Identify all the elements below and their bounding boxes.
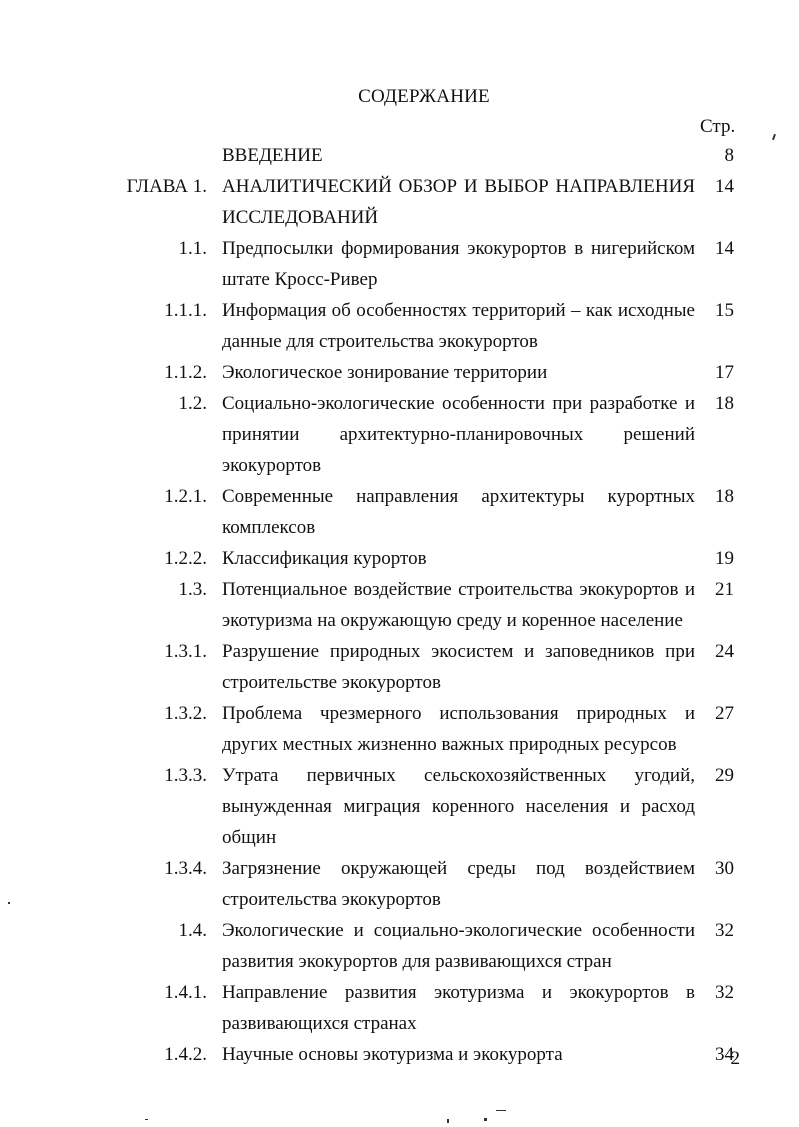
toc-entry [0, 977, 799, 1039]
toc-entry-title: Утрата первичных сельскохозяйственных угодий, вынужденная миграция коренного населения и расход общин [222, 765, 695, 848]
toc-entry [0, 481, 799, 543]
toc-entry-page: 19 [715, 548, 734, 569]
toc-entry [0, 388, 799, 481]
toc-entry-number: 1.4.2. [164, 1044, 207, 1065]
toc-entry-title: Информация об особенностях территорий – как исходные данные для строительства экокурортов [222, 300, 695, 352]
toc-entry-page: 17 [715, 362, 734, 383]
toc-entry-page: 32 [715, 982, 734, 1003]
toc-entry [0, 1039, 799, 1070]
toc-entry-page: 24 [715, 641, 734, 662]
toc-entry-number: 1.2. [178, 393, 207, 414]
toc-entry [0, 140, 799, 171]
toc-entry-page: 14 [715, 176, 734, 197]
toc-entry-page: 29 [715, 765, 734, 786]
toc-entry-page: 18 [715, 393, 734, 414]
toc-entry-number: ГЛАВА 1. [126, 176, 207, 197]
page-title: СОДЕРЖАНИЕ [358, 86, 490, 107]
toc-entry-number: 1.3.4. [164, 858, 207, 879]
toc-entry-title: Разрушение природных экосистем и заповедников при строительстве экокурортов [222, 641, 695, 693]
toc-entry-page: 15 [715, 300, 734, 321]
toc-entry [0, 853, 799, 915]
scan-speck [8, 902, 10, 904]
toc-entry-page: 30 [715, 858, 734, 879]
toc-entry-number: 1.3.3. [164, 765, 207, 786]
toc-entry-title: Экологическое зонирование территории [222, 362, 548, 383]
toc-entry-number: 1.2.1. [164, 486, 207, 507]
toc-entry [0, 357, 799, 388]
toc-entry [0, 574, 799, 636]
toc-entry-title: Загрязнение окружающей среды под воздействием строительства экокурортов [222, 858, 695, 910]
scan-speck [484, 1118, 487, 1121]
toc-entry-title: Направление развития экотуризма и экокурортов в развивающихся странах [222, 982, 695, 1034]
toc-entry-page: 8 [724, 145, 734, 166]
scan-speck [145, 1119, 148, 1120]
toc-entry [0, 233, 799, 295]
toc-entry-title: Научные основы экотуризма и экокурорта [222, 1044, 563, 1065]
toc-entry-number: 1.4. [178, 920, 207, 941]
toc-entry [0, 698, 799, 760]
toc-entry-title: АНАЛИТИЧЕСКИЙ ОБЗОР И ВЫБОР НАПРАВЛЕНИЯ ИССЛЕДОВАНИЙ [222, 176, 695, 228]
toc-entry-title: Современные направления архитектуры курортных комплексов [222, 486, 695, 538]
toc-entry-page: 18 [715, 486, 734, 507]
toc-entry-number: 1.3.1. [164, 641, 207, 662]
scan-speck [496, 1110, 506, 1111]
toc-entry-title: Проблема чрезмерного использования природных и других местных жизненно важных природных ресурсов [222, 703, 695, 755]
toc-entry [0, 636, 799, 698]
page-number: 2 [730, 1048, 740, 1069]
toc-entry-number: 1.3. [178, 579, 207, 600]
toc-entry [0, 171, 799, 233]
toc-entry-number: 1.3.2. [164, 703, 207, 724]
toc-entry-title: Потенциальное воздействие строительства экокурортов и экотуризма на окружающую среду и коренное население [222, 579, 695, 631]
toc-entry [0, 915, 799, 977]
toc-entry-title: Социально-экологические особенности при разработке и принятии архитектурно-планировочных решений экокурортов [222, 393, 695, 476]
toc-entry-page: 21 [715, 579, 734, 600]
toc-entry-page: 14 [715, 238, 734, 259]
toc-entry [0, 295, 799, 357]
toc-entry-number: 1.1. [178, 238, 207, 259]
toc-entry [0, 543, 799, 574]
scan-speck [447, 1119, 449, 1123]
page-column-header: Стр. [700, 116, 736, 137]
table-of-contents [0, 140, 799, 1070]
toc-entry-title: ВВЕДЕНИЕ [222, 145, 323, 166]
toc-entry-page: 27 [715, 703, 734, 724]
toc-entry-title: Предпосылки формирования экокурортов в нигерийском штате Кросс-Ривер [222, 238, 695, 290]
toc-entry-number: 1.1.1. [164, 300, 207, 321]
toc-entry-page: 32 [715, 920, 734, 941]
toc-entry-title: Классификация курортов [222, 548, 427, 569]
toc-entry-number: 1.1.2. [164, 362, 207, 383]
toc-entry-number: 1.2.2. [164, 548, 207, 569]
toc-entry-title: Экологические и социально-экологические особенности развития экокурортов для развивающихся стран [222, 920, 695, 972]
toc-entry-page: 34 [715, 1044, 734, 1065]
toc-entry [0, 760, 799, 853]
toc-entry-number: 1.4.1. [164, 982, 207, 1003]
